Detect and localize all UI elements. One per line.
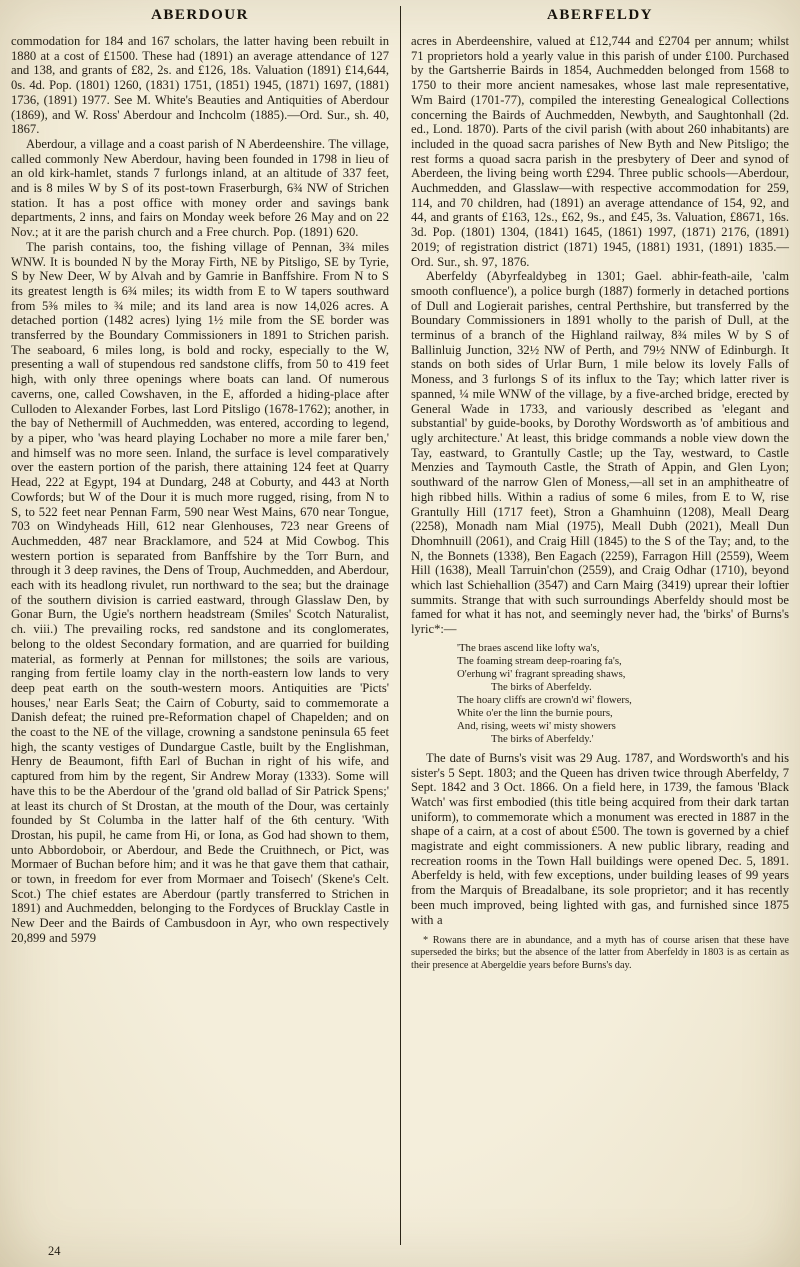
right-column	[411, 34, 789, 972]
footnote-rowans: * Rowans there are in abundance, and a myth has of course arisen that these have superseded the birks; but the absence of the latter from Aberfeldy in 1803 is as certain as their presence at Abergeldie years before Burns's day.	[411, 935, 789, 971]
poem-line: White o'er the linn the burnie pours,	[457, 706, 613, 719]
poem-line-refrain: The birks of Aberfeldy.	[491, 680, 592, 693]
poem-birks-of-aberfeldy	[457, 642, 789, 746]
right-paragraph-continuation: acres in Aberdeenshire, valued at £12,744 and £2704 per annum; whilst 71 proprietors hold a yearly value in this parish of under £100. Purchased by the Gartsherrie Bairds in 1854, Auchmedden belonged from 1568 to 1750 to their more ancient namesakes, whose last male representative, Wm Baird (1701-77), compiled the interesting Genealogical Collections concerning the Bairds of Auchmedden, Newbyth, and Saughtonhall (2d. ed., Lond. 1870). Parts of the civil parish (with about 260 inhabitants) are included in the quoad sacra parishes of New Byth and New Pitsligo; the rest forms a quoad sacra parish in the presbytery of Deer and synod of Aberdeen, the living being worth £294. Three public schools—Aberdour, Auchmedden, and Glasslaw—with respective accommodation for 259, 114, and 70 children, had (1891) an average attendance of 154, 92, and 44, and grants of £163, 12s., £62, 9s., and £45, 3s. Valuation, £8671, 16s. 3d. Pop. (1801) 1304, (1841) 1645, (1861) 1997, (1871) 2176, (1891) 2019; of registration district (1871) 1945, (1881) 1931, (1891) 1835.—Ord. Sur., sh. 97, 1876.	[411, 34, 789, 269]
left-column-title: ABERDOUR	[151, 7, 249, 23]
poem-line-refrain: The birks of Aberfeldy.'	[491, 732, 594, 745]
left-column	[11, 34, 389, 972]
entry-aberdour-parish: The parish contains, too, the fishing village of Pennan, 3¾ miles WNW. It is bounded N by the Moray Firth, NE by Pitsligo, SE by Tyrie, S by New Deer, W by Alvah and by Gamrie in Banffshire. From N to S its greatest length is 6¾ miles; its width from E to W tapers southward from 5⅜ miles to ¾ mile; and its land area is now 14,026 acres. A detached portion (1482 acres) lying 1½ mile from the SE border was transferred by the Boundary Commissioners in 1891 to Strichen parish. The seaboard, 6 miles long, is bold and rocky, especially to the W, presenting a wall of stupendous red sandstone cliffs, from 50 to 419 feet high, with only three openings where boats can land. Of numerous caverns, one, called Cowshaven, in the E, afforded a hiding-place after Culloden to Alexander Forbes, last Lord Pitsligo (1678-1762); another, in the bay of Nethermill of Auchmedden, was entered, according to legend, by a piper, who 'was heard playing Lochaber no more a mile farer ben,' and himself was no more seen. Inland, the surface is level comparatively over the eastern portion of the parish, there attaining 124 feet at Quarry Head, 222 at Egypt, 194 at Dundarg, 248 at Coburty, and 443 at North Cowfords; but W of the Dour it is much more rugged, rising, from N to S, to 522 feet near Pennan Farm, 590 near West Mains, 670 near Tongue, 703 on Windyheads Hill, 612 near Glenhouses, 723 near Greens of Auchmedden, 487 near Bracklamore, and 524 at Mid Cowbog. This western portion is separated from Banffshire by the Torr Burn, and through it 3 deep ravines, the Dens of Troup, Auchmedden, and Aberdour, each with its headlong rivulet, run northward to the sea; but the drainage of the southern division is carried eastward, through Glasslaw Den, by Gonar Burn, the Ugie's northern headstream (Smiles' Scotch Naturalist, ch. viii.) The prevailing rocks, red sandstone and its conglomerates, belong to the oldest Secondary formation, and are quarried for building material, as formerly at Pennan for millstones; the soils are various, ranging from fertile loamy clay in the north-eastern low lands to very deep peat earth on the south-western moors. Antiquities are 'Picts' houses,' near Earls Seat; the Cairn of Coburty, said to commemorate a Danish defeat; the ruined pre-Reformation chapel of Chapelden; and on the coast to the NE of the village, crowning a sandstone peninsula 65 feet high, the scanty vestiges of Dundargue Castle, built by the Englishman, Henry de Beaumont, fifth Earl of Buchan in right of his wife, and captured from him by the regent, Sir Andrew Moray (1333). Some will have this to be the Aberdour of the 'grand old ballad of Sir Patrick Spens;' at least its church of St Drostan, at the mouth of the Dour, was certainly founded by St Columba in the latter half of the 6th century. 'With Drostan, his pupil, he came from Hi, or Iona, as God had shown to them, unto Abbordoboir, or Aberdour, and Bede the Cruithnech, or Pict, was Mormaer of Buchan before him; and it was he that gave them that cathair, or town, in freedom for ever from Mormaer and Toisech' (Skene's Celt. Scot.) The chief estates are Aberdour (partly transferred to Strichen in 1891) and Auchmedden, belonging to the Fordyces of Brucklay Castle in New Deer and the Bairds of Cambusdoon in Ayr, who own respectively 20,899 and 5979	[11, 239, 389, 945]
entry-aberfeldy-history: The date of Burns's visit was 29 Aug. 1787, and Wordsworth's and his sister's 5 Sept. 1803; and the Queen has driven twice through Aberfeldy, 7 Sept. 1842 and 3 Oct. 1866. On a field here, in 1739, the famous 'Black Watch' was first embodied (this title being acquired from their dark tartan uniform), to commemorate which a monument was erected in 1887 in the shape of a cairn, at a cost of about £500. The town is governed by a chief magistrate and eight commissioners. A new public library, reading and recreation rooms in the Town Hall buildings were opened Dec. 5, 1891. Aberfeldy is held, with few exceptions, under building leases of 99 years from the Marquis of Breadalbane, its sole proprietor; and it has recently been much improved, being lighted with gas, and furnished since 1875 with a	[411, 750, 789, 927]
column-divider	[400, 6, 401, 1245]
entry-aberdour-village: Aberdour, a village and a coast parish of N Aberdeenshire. The village, called commonly New Aberdour, having been founded in 1798 in lieu of an old kirk-hamlet, stands 7 furlongs inland, at an altitude of 337 feet, and is 8 miles W by S of its post-town Fraserburgh, 6¾ NW of Strichen station. It has a post office with money order and savings bank departments, 2 inns, and fairs on Monday week before 26 May and on 22 Nov.; at it are the parish church and a Free church. Pop. (1891) 620.	[11, 136, 389, 240]
poem-line: O'erhung wi' fragrant spreading shaws,	[457, 667, 626, 680]
poem-line: The foaming stream deep-roaring fa's,	[457, 654, 622, 667]
left-paragraph-continuation: commodation for 184 and 167 scholars, the latter having been rebuilt in 1880 at a cost of £1500. These had (1891) an average attendance of 127 and 138, and grants of £82, 2s. and £126, 18s. Valuation (1891) £14,644, 0s. 4d. Pop. (1801) 1260, (1831) 1751, (1851) 1945, (1871) 1697, (1881) 1736, (1891) 1977. See M. White's Beauties and Antiquities of Aberdour (1869), and W. Ross' Aberdour and Inchcolm (1885).—Ord. Sur., sh. 40, 1867.	[11, 34, 389, 137]
page-number: 24	[48, 1244, 61, 1258]
poem-line: The hoary cliffs are crown'd wi' flowers,	[457, 693, 632, 706]
entry-aberfeldy: Aberfeldy (Abyrfealdybeg in 1301; Gael. abhir-feath-aile, 'calm smooth confluence'), a police burgh (1887) formerly in detached portions of Dull and Logierait parishes, central Perthshire, but transferred by the Boundary Commissioners in 1891 wholly to the parish of Dull, at the terminus of a branch of the Highland railway, 8¾ miles W by S of Ballinluig Junction, 32½ NW of Perth, and 79½ NNW of Edinburgh. It stands on both sides of Urlar Burn, 1 mile below its lovely Falls of Moness, and 3 furlongs S of its influx to the Tay; which latter river is spanned, ¼ mile WNW of the village, by a five-arched bridge, erected by General Wade in 1733, and variously described as 'elegant and substantial' by guide-books, by Dorothy Wordsworth as 'of ambitious and ugly architecture.' At least, this bridge commands a noble view down the Tay, eastward, to Grantully Castle; up the Tay, westward, to Castle Menzies and Taymouth Castle, the Strath of Appin, and Glen Lyon; southward of the narrow Glen of Moness,—all set in an amphitheatre of high ribbed hills. Within a radius of some 6 miles, from E to W, rise Grantully Hill (1717 feet), Stron a Ghamhuinn (1208), Meall Dearg (2258), Monadh nam Mial (1975), Meall Dubh (2021), Meall Dun Dhomhnuill (2061), and Craig Hill (1845) to the S of the Tay; and, to the N, the Bonnets (1338), Ben Eagach (2259), Farragon Hill (2559), Weem Hill (1638), Meall Tarruin'chon (2559), and Craig Odhar (1710), beyond which last Schiehallion (3547) and Carn Mairg (3419) uprear their loftier summits. Strange that with such surroundings Aberfeldy should most be famed for what it has not, and seemingly never had, the 'birks' of Burns's lyric*:—	[411, 269, 789, 637]
poem-line: And, rising, weets wi' misty showers	[457, 719, 616, 732]
poem-line: 'The braes ascend like lofty wa's,	[457, 641, 600, 654]
right-column-title: ABERFELDY	[546, 7, 653, 23]
